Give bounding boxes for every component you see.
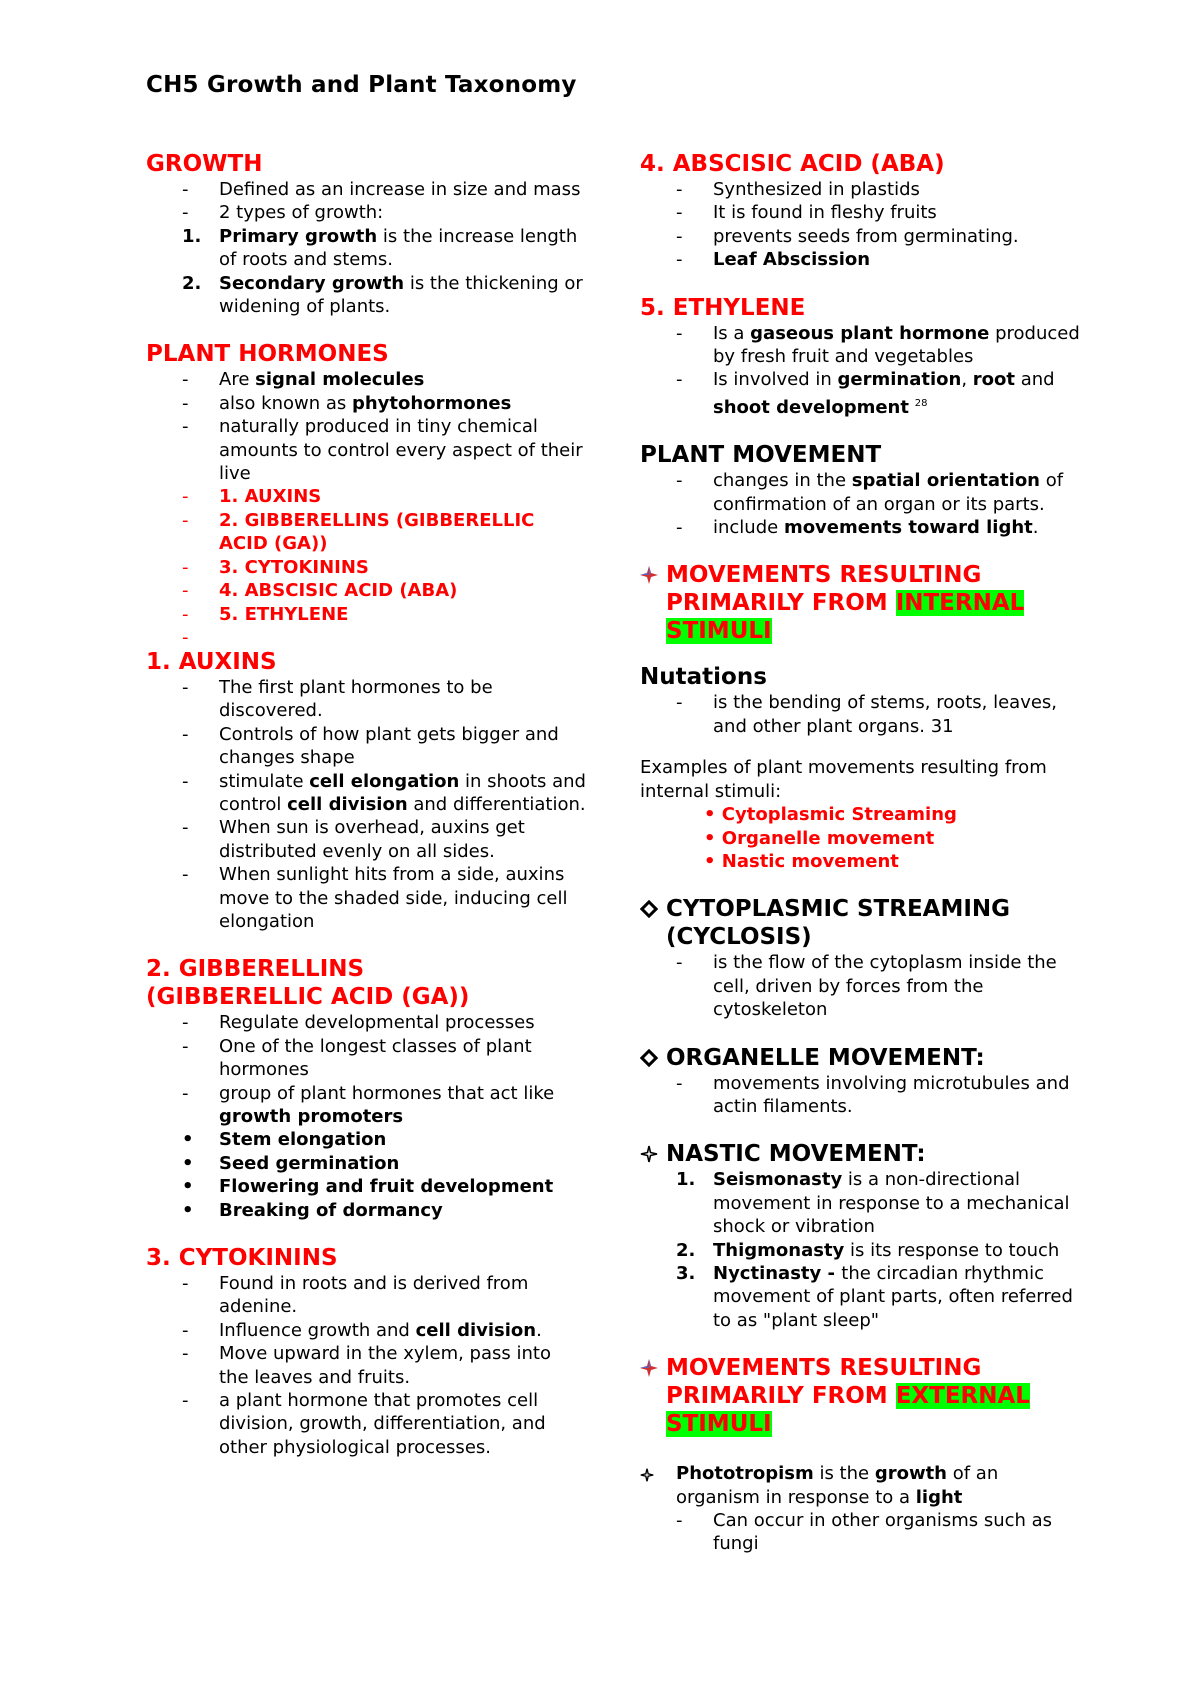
list-item (146, 676, 586, 723)
list-item (146, 723, 586, 770)
text-run: growth promoters (219, 1106, 404, 1127)
list-marker: - (676, 517, 683, 539)
left-column (146, 150, 586, 1459)
text-run: cell division (287, 793, 408, 815)
list-marker: - (676, 952, 683, 974)
cyclosis-heading-text: CYTOPLASMIC STREAMING (CYCLOSIS) (666, 896, 1011, 951)
organelle-list (640, 1072, 1080, 1119)
heading-nutations: Nutations (640, 664, 767, 691)
list-item (640, 951, 1080, 1021)
list-marker: - (182, 1390, 189, 1412)
list-marker: - (182, 1082, 189, 1104)
open-diamond-bullet-icon (640, 1142, 666, 1170)
text-run: growth (874, 1463, 947, 1485)
list-marker: 1. (182, 225, 202, 247)
auxins-list (146, 676, 586, 933)
list-item (146, 579, 586, 602)
heading-auxins: 1. AUXINS (146, 648, 277, 675)
heading-external-stimuli (640, 1354, 1080, 1438)
text-run: in shoots and control (219, 770, 586, 815)
open-diamond-bullet-icon (640, 1465, 666, 1488)
example-item: • Organelle movement (704, 827, 935, 849)
cyclosis-list (640, 951, 1080, 1021)
diamond-bullet-icon (640, 897, 666, 925)
right-column (640, 150, 1080, 1556)
list-item (146, 225, 586, 272)
text-run: Can occur in other organisms such as fungi (713, 1510, 1053, 1555)
text-run: Stem elongation (219, 1129, 387, 1151)
internal-stimuli-highlight: INTERNAL STIMULI (666, 590, 1025, 645)
list-item (640, 201, 1080, 224)
ethylene-list (640, 322, 1080, 420)
nastic-heading-text: NASTIC MOVEMENT: (666, 1141, 926, 1168)
list-marker: - (182, 580, 189, 602)
list-item (146, 863, 586, 933)
list-item (146, 1035, 586, 1082)
text-run: Defined as an increase in size and mass (219, 179, 581, 200)
text-run: 1. AUXINS (219, 486, 322, 508)
list-item (146, 1128, 586, 1151)
text-run: 3. CYTOKININS (219, 556, 369, 578)
list-marker: - (182, 1343, 189, 1365)
heading-plant-hormones: PLANT HORMONES (146, 341, 389, 368)
list-marker: - (676, 179, 683, 200)
text-run: and (1014, 369, 1055, 391)
four-point-arrow-icon (640, 563, 666, 591)
text-run: It is found in fleshy fruits (713, 202, 937, 224)
list-item (146, 178, 586, 201)
list-item (146, 770, 586, 817)
text-run: is a non-directional movement in response to a mechanical shock or vibration (713, 1169, 1070, 1238)
list-marker: - (676, 369, 683, 391)
text-run: Are (219, 369, 256, 391)
heading-cytoplasmic-streaming (640, 895, 1080, 951)
list-item (640, 248, 1080, 271)
list-marker: - (676, 249, 683, 271)
heading-abscisic-acid: 4. ABSCISIC ACID (ABA) (640, 151, 945, 177)
text-run: of confirmation of an organ or its parts. (713, 470, 1064, 515)
text-run: is its response to touch (844, 1239, 1060, 1261)
heading-nastic-movement (640, 1140, 1080, 1168)
list-item (640, 178, 1080, 201)
list-item (640, 1509, 1080, 1556)
text-run: Thigmonasty (713, 1239, 845, 1261)
examples-text: Examples of plant movements resulting from internal stimuli: (640, 757, 1047, 802)
heading-plant-movement: PLANT MOVEMENT (640, 442, 882, 469)
text-run: Is a (713, 322, 751, 344)
text-run: Seismonasty (713, 1169, 843, 1191)
list-item (146, 603, 586, 626)
text-run: Flowering and fruit development (219, 1176, 554, 1198)
text-run: also known as (219, 392, 352, 414)
list-item (146, 415, 586, 485)
text-run: shoot development (713, 396, 909, 418)
text-run: Phototropism (676, 1463, 814, 1485)
text-run: is the bending of stems, roots, leaves, and other plant organs. 31 (713, 692, 1058, 737)
text-run: is the increase length of roots and stems. (219, 225, 578, 271)
list-marker: - (182, 817, 189, 839)
list-item (146, 816, 586, 863)
list-item (640, 516, 1080, 539)
list-marker: 2. (182, 272, 202, 294)
examples-list (640, 803, 1080, 873)
list-marker: - (676, 1510, 683, 1531)
list-marker: 3. (676, 1262, 696, 1284)
list-marker: - (182, 202, 189, 224)
growth-list (146, 178, 586, 318)
text-run: . (1032, 517, 1039, 539)
text-run: prevents seeds from germinating. (713, 225, 1019, 247)
diamond-bullet-icon (640, 1046, 666, 1074)
list-item (146, 1342, 586, 1389)
list-marker: - (182, 1273, 189, 1295)
example-item: • Nastic movement (704, 850, 899, 872)
list-item (146, 272, 586, 319)
movement-list (640, 469, 1080, 539)
list-marker: - (182, 626, 189, 648)
text-run: spatial orientation (851, 470, 1040, 492)
list-marker: - (676, 692, 683, 714)
cytokinins-list (146, 1272, 586, 1459)
list-item (146, 1199, 586, 1222)
text-run: , (961, 369, 973, 391)
list-item (640, 1262, 1080, 1332)
list-marker: - (676, 1072, 683, 1094)
list-item (146, 1011, 586, 1034)
text-run: movements involving microtubules and actin filaments. (713, 1072, 1070, 1117)
text-run: group of plant hormones that act like (219, 1082, 555, 1104)
list-marker: 2. (676, 1239, 696, 1261)
list-item (640, 1168, 1080, 1238)
text-run: is the (813, 1463, 875, 1485)
text-run: is the flow of the cytoplasm inside the cell, driven by forces from the cytoskeleton (713, 952, 1057, 1021)
text-run: include (713, 517, 784, 539)
phototropism-line (640, 1462, 1080, 1509)
internal-heading-text: MOVEMENTS RESULTING PRIMARILY FROM (666, 562, 982, 617)
text-run: 4. ABSCISIC ACID (ABA) (219, 580, 458, 602)
list-item (640, 322, 1080, 369)
phototropism-list (640, 1509, 1080, 1556)
text-run: changes in the (713, 470, 852, 492)
text-run: Controls of how plant gets bigger and changes shape (219, 723, 559, 769)
text-run: the circadian rhythmic movement of plant parts, often referred to as "plant sleep" (713, 1262, 1073, 1331)
text-run: cell elongation (309, 770, 460, 792)
list-marker: - (182, 1012, 189, 1034)
list-item (146, 509, 586, 556)
text-run: Is involved in (713, 369, 838, 391)
text-run: cell division (415, 1319, 537, 1341)
list-marker: - (182, 179, 189, 200)
list-item (640, 691, 1080, 738)
list-marker: 1. (676, 1169, 696, 1191)
list-item (640, 225, 1080, 248)
list-marker: - (676, 322, 683, 344)
list-marker: - (182, 864, 189, 886)
text-run: 5. ETHYLENE (219, 603, 349, 625)
text-run: Leaf Abscission (713, 249, 871, 271)
text-run: a plant hormone that promotes cell division, growth, differentiation, and other physiological processes. (219, 1390, 546, 1458)
list-marker: - (182, 1035, 189, 1057)
text-run: stimulate (219, 770, 310, 792)
example-item: • Cytoplasmic Streaming (704, 804, 957, 826)
text-run: The first plant hormones to be discovered. (219, 676, 493, 722)
text-run: Synthesized in plastids (713, 179, 920, 200)
text-run: Seed germination (219, 1152, 400, 1174)
heading-organelle-movement (640, 1044, 1080, 1072)
list-item (640, 1072, 1080, 1119)
list-marker: • (182, 1129, 194, 1151)
text-run: Move upward in the xylem, pass into the leaves and fruits. (219, 1343, 551, 1388)
heading-gibberellins: 2. GIBBERELLINS (146, 956, 365, 983)
phototropism-text (676, 1463, 998, 1507)
list-item (146, 392, 586, 415)
list-marker: - (182, 486, 189, 508)
text-run: . (536, 1319, 542, 1341)
text-run: light (915, 1486, 963, 1508)
external-heading-text: MOVEMENTS RESULTING PRIMARILY FROM (666, 1355, 982, 1410)
list-marker: • (182, 1176, 194, 1198)
hormones-list (146, 368, 586, 648)
list-marker: - (182, 676, 189, 698)
list-item (640, 469, 1080, 516)
list-item (146, 1319, 586, 1342)
heading-cytokinins: 3. CYTOKININS (146, 1245, 338, 1272)
text-run: Found in roots and is derived from adenine. (219, 1273, 529, 1318)
list-item (146, 556, 586, 579)
nastic-list (640, 1168, 1080, 1332)
text-run: and differentiation. (407, 793, 586, 815)
list-marker: - (676, 470, 683, 492)
text-run: of an organism in response to a (676, 1463, 999, 1508)
organelle-heading-text: ORGANELLE MOVEMENT: (666, 1044, 985, 1071)
text-run: naturally produced in tiny chemical amounts to control every aspect of their live (219, 416, 583, 485)
list-marker: • (182, 1199, 194, 1221)
text-run: 28 (914, 397, 928, 409)
text-run: Influence growth and (219, 1319, 416, 1341)
list-marker: - (182, 603, 189, 625)
text-run: One of the longest classes of plant hormones (219, 1035, 532, 1081)
list-marker: - (182, 556, 189, 578)
heading-gibberellic-acid: (GIBBERELLIC ACID (GA)) (146, 984, 470, 1011)
page-title: CH5 Growth and Plant Taxonomy (146, 72, 577, 98)
text-run: Breaking of dormancy (219, 1199, 443, 1221)
list-item (146, 201, 586, 224)
four-point-arrow-icon (640, 1356, 666, 1384)
text-run: Regulate developmental processes (219, 1012, 535, 1034)
list-marker: - (182, 723, 189, 745)
text-run: Secondary growth (219, 272, 405, 294)
list-marker: • (182, 1152, 194, 1174)
list-marker: - (676, 225, 683, 247)
text-run: root (972, 369, 1015, 391)
list-item (146, 1082, 586, 1129)
text-run: is the thickening or widening of plants. (219, 272, 583, 318)
external-stimuli-highlight: EXTERNAL STIMULI (666, 1383, 1030, 1438)
text-run: movements toward light (783, 517, 1033, 539)
list-marker: - (182, 392, 189, 414)
text-run: When sun is overhead, auxins get distributed evenly on all sides. (219, 817, 525, 862)
list-item (146, 1272, 586, 1319)
text-run: phytohormones (351, 392, 512, 414)
heading-growth: GROWTH (146, 151, 263, 177)
list-item (640, 368, 1080, 419)
text-run: When sunlight hits from a side, auxins move to the shaded side, inducing cell elongation (219, 864, 568, 932)
list-marker: - (676, 202, 683, 224)
list-marker: - (182, 416, 189, 438)
nutations-list (640, 691, 1080, 738)
text-run: 2 types of growth: (219, 202, 384, 224)
gibberellins-list (146, 1011, 586, 1222)
text-run: gaseous plant hormone (750, 322, 990, 344)
list-marker: - (182, 369, 189, 391)
list-item (146, 485, 586, 508)
text-run: germination (837, 369, 962, 391)
list-item (640, 1239, 1080, 1262)
list-item (146, 368, 586, 391)
list-item (146, 1389, 586, 1459)
text-run: Primary growth (219, 225, 378, 247)
list-item (146, 1175, 586, 1198)
aba-list (640, 178, 1080, 272)
text-run: Nyctinasty - (713, 1262, 842, 1284)
list-marker: - (182, 770, 189, 792)
text-run: signal molecules (255, 369, 425, 391)
list-marker: - (182, 509, 189, 531)
text-run: produced by fresh fruit and vegetables (713, 322, 1080, 368)
list-marker: - (182, 1319, 189, 1341)
text-run: 2. GIBBERELLINS (GIBBERELLIC ACID (GA)) (219, 509, 535, 555)
list-item (146, 1152, 586, 1175)
heading-ethylene: 5. ETHYLENE (640, 294, 806, 321)
heading-internal-stimuli (640, 561, 1080, 645)
